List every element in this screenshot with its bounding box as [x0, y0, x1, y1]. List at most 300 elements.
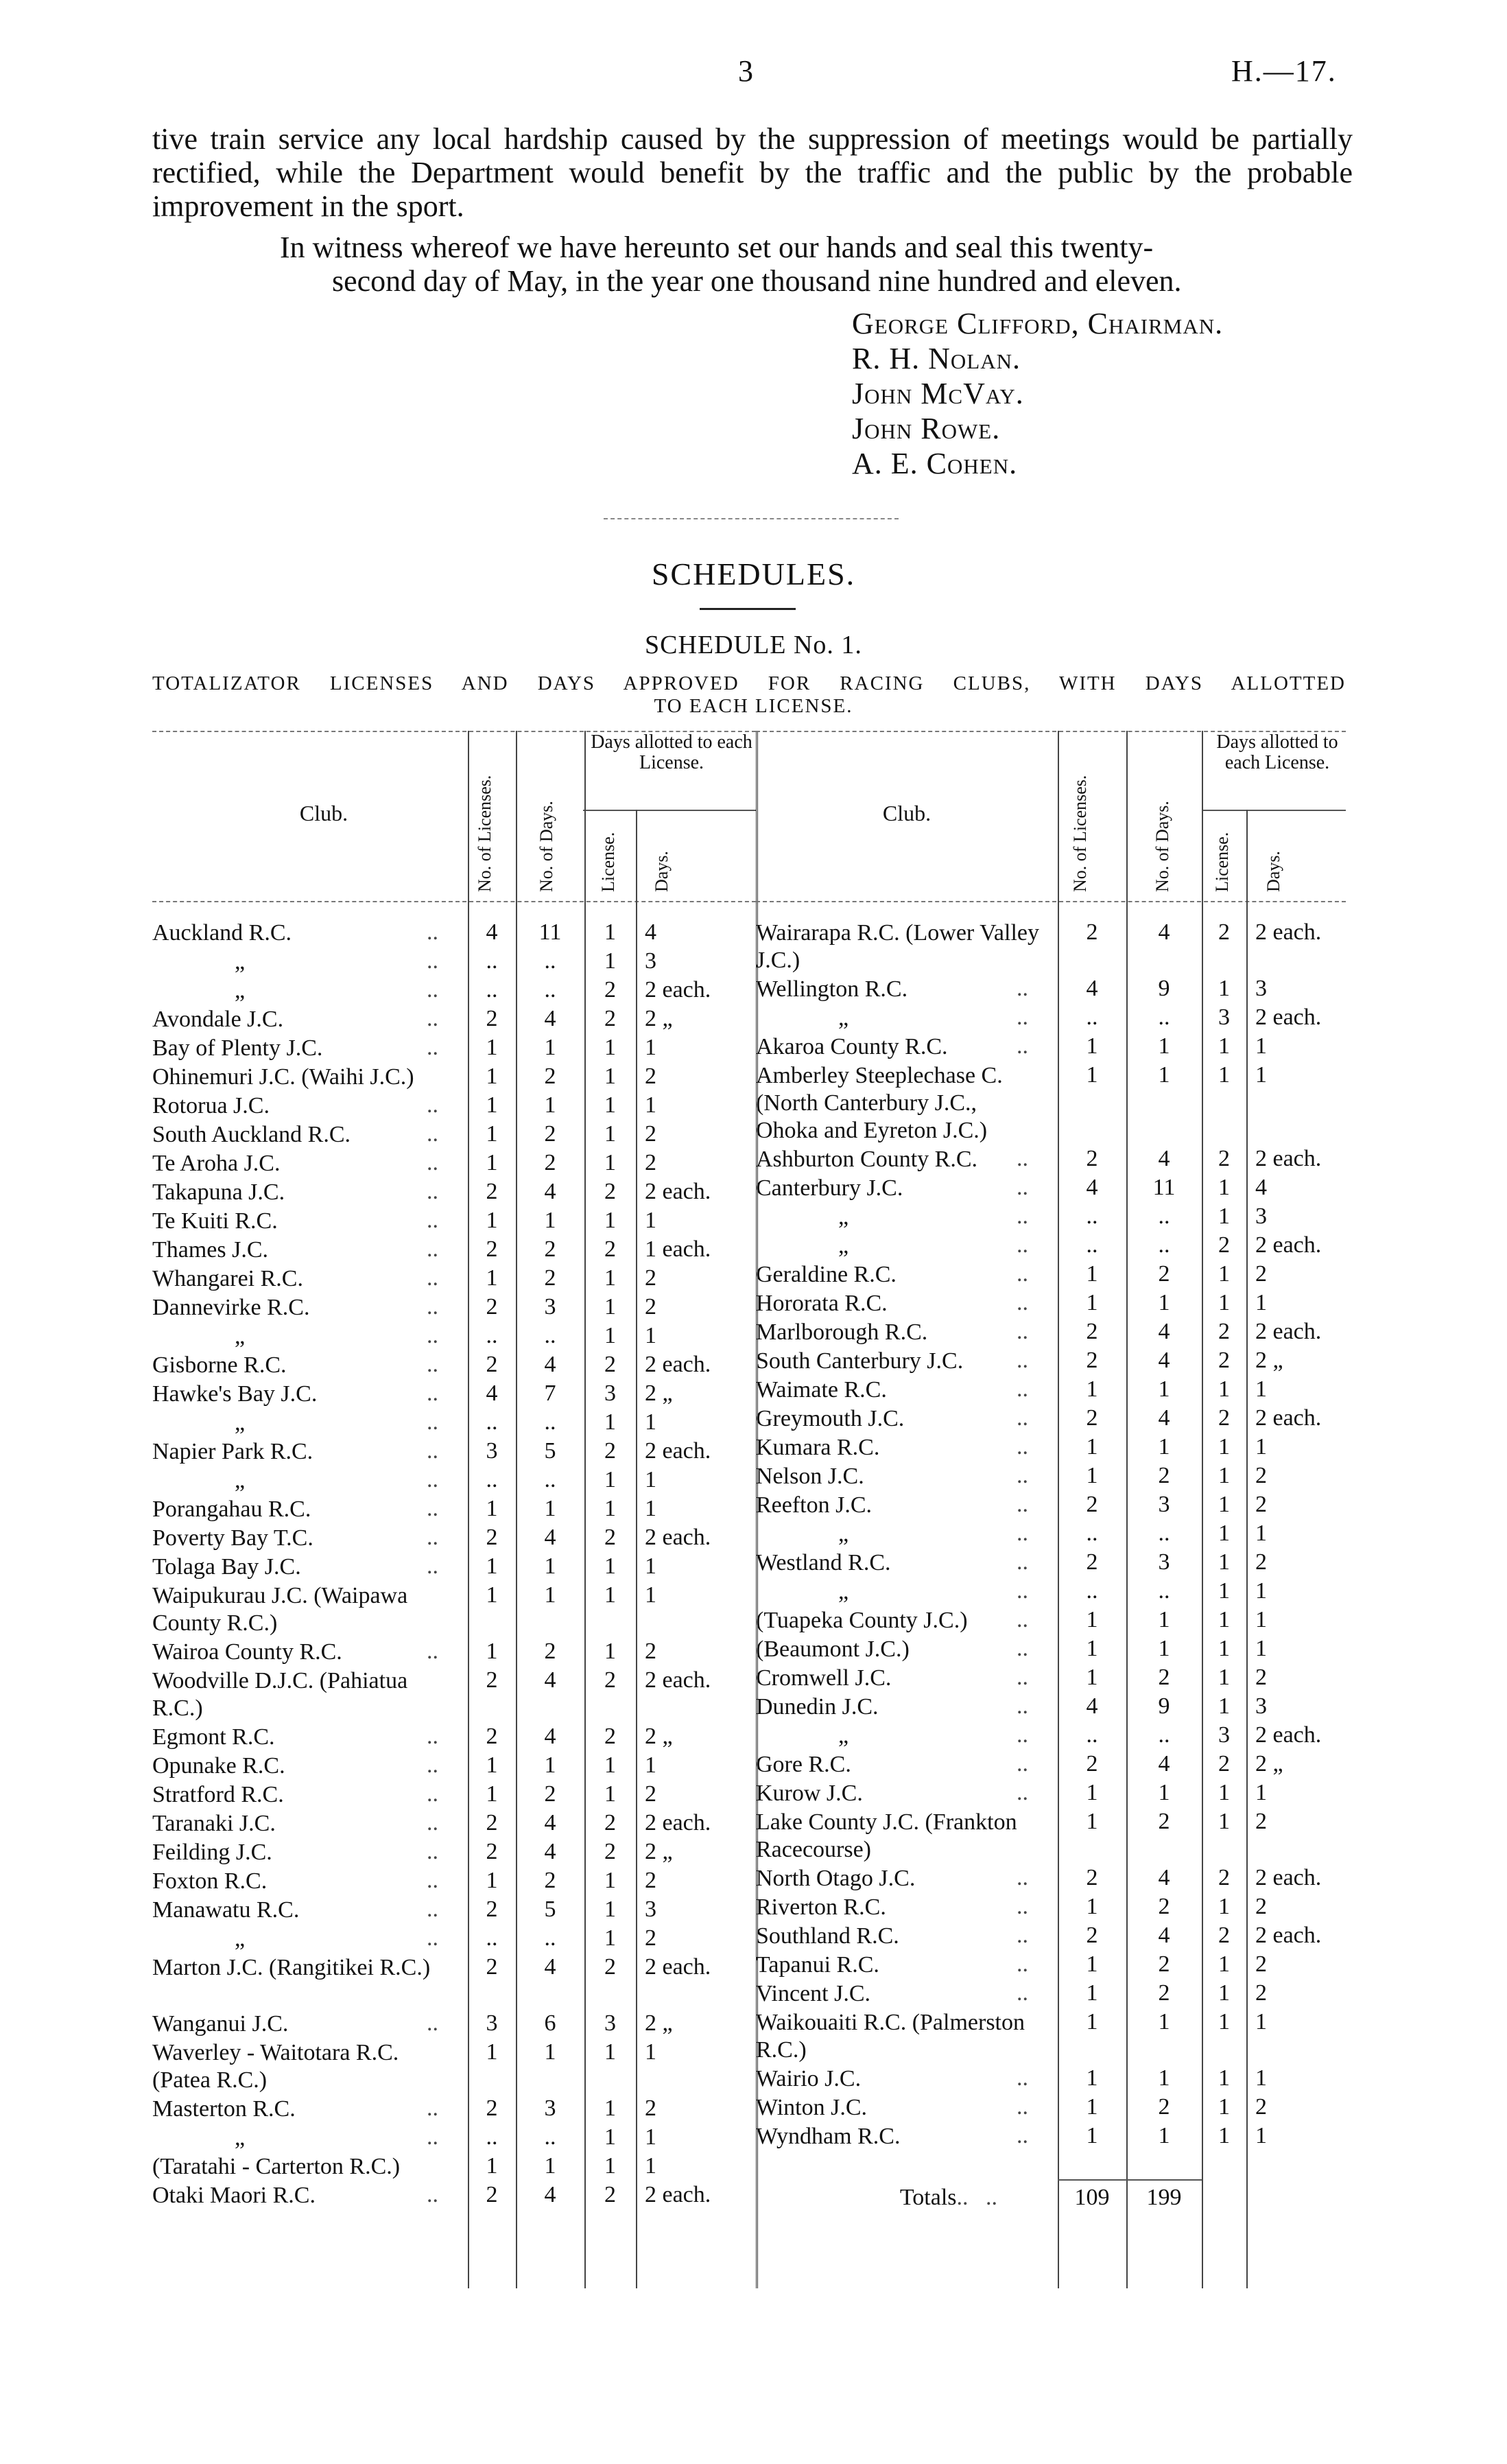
allotted-days-cell: 2 „	[1255, 1751, 1283, 1776]
days-header: No. of Days.	[536, 801, 556, 892]
licenses-cell: 1	[486, 2153, 498, 2179]
license-cell: 1	[1218, 1062, 1230, 1088]
license-cell: 1	[604, 1582, 616, 1608]
allotted-days-cell: 1	[645, 2124, 656, 2150]
licenses-cell: 1	[1086, 2009, 1098, 2034]
leader-dots: ..	[427, 1236, 438, 1262]
club-name: Poverty Bay T.C.	[152, 1525, 313, 1551]
allotted-days-cell: 2 each.	[645, 2182, 711, 2207]
table-row	[756, 1319, 1346, 1346]
signature-block	[852, 306, 1223, 481]
days-cell: 1	[544, 1752, 556, 1778]
leader-dots: ..	[427, 1150, 438, 1175]
table-row	[152, 1925, 756, 1953]
allotted-days-cell: 2 „	[645, 1839, 673, 1864]
license-cell: 1	[604, 1121, 616, 1147]
days-cell: 4	[544, 1839, 556, 1864]
days-cell: ..	[1158, 1204, 1170, 1229]
allotted-days-cell: 1	[1255, 1780, 1267, 1805]
leader-dots: ..	[1017, 1578, 1028, 1604]
licenses-cell: 2	[486, 1179, 498, 1204]
licenses-cell: 1	[486, 1121, 498, 1147]
leader-dots: ..	[1017, 1521, 1028, 1546]
days-cell: 4	[544, 1667, 556, 1693]
club-name: Waimate R.C.	[756, 1377, 887, 1403]
witness-line-1: In witness whereof we have hereunto set our hands and seal this twenty-	[280, 231, 1154, 264]
allotted-days-cell: 1	[1255, 1290, 1267, 1315]
table-row	[152, 1150, 756, 1177]
leader-dots: ..	[1017, 1146, 1028, 1171]
allotted-days-cell: 1	[645, 1035, 656, 1060]
days-subheader: Days.	[1263, 851, 1283, 892]
days-cell: ..	[1158, 1005, 1170, 1030]
days-cell: 4	[544, 2182, 556, 2207]
club-name: „	[838, 1723, 849, 1748]
days-cell: 4	[1158, 1146, 1170, 1171]
license-cell: 1	[1218, 2065, 1230, 2091]
license-cell: 1	[1218, 1175, 1230, 1200]
leader-dots: ..	[427, 1352, 438, 1377]
leader-dots: ..	[427, 1035, 438, 1060]
club-name: Westland R.C.	[756, 1550, 891, 1575]
schedule-table-left	[152, 731, 756, 2309]
allotted-days-cell: 1	[1255, 1636, 1267, 1661]
signature: George Clifford, Chairman.	[852, 307, 1224, 340]
club-name: Ohinemuri J.C. (Waihi J.C.)	[152, 1064, 414, 1090]
license-cell: 1	[604, 1752, 616, 1778]
license-cell: 2	[1218, 1348, 1230, 1373]
license-cell: 2	[604, 1179, 616, 1204]
allotted-days-cell: 2 „	[645, 2010, 673, 2036]
club-name: Wairarapa R.C. (Lower Valley J.C.)	[756, 920, 1039, 973]
club-name: „	[838, 1233, 849, 1258]
licenses-cell: 3	[486, 2010, 498, 2036]
table-row	[756, 1809, 1346, 1864]
license-cell: 1	[1218, 1463, 1230, 1488]
days-cell: 4	[544, 1724, 556, 1749]
licenses-cell: ..	[1086, 1005, 1098, 1030]
allotted-days-cell: 3	[1255, 976, 1267, 1001]
licenses-cell: 1	[486, 1639, 498, 1664]
table-row	[756, 1146, 1346, 1173]
table-row	[152, 1752, 756, 1780]
licenses-cell: ..	[1086, 1578, 1098, 1604]
table-row	[152, 1897, 756, 1924]
club-name: Hawke's Bay J.C.	[152, 1381, 318, 1407]
table-row	[756, 1405, 1346, 1433]
licenses-header: No. of Licenses.	[1070, 775, 1090, 892]
table-row	[152, 1121, 756, 1149]
days-subheader: Days.	[652, 851, 672, 892]
days-cell: 4	[544, 1954, 556, 1980]
leader-dots: ..	[427, 1639, 438, 1664]
club-name: Marlborough R.C.	[756, 1319, 928, 1345]
allotted-days-cell: 4	[645, 919, 656, 945]
schedule-caption-2: TO EACH LICENSE.	[654, 695, 853, 717]
licenses-cell: 2	[1086, 1492, 1098, 1517]
licenses-cell: 1	[1086, 1434, 1098, 1459]
allotted-days-cell: 2	[1255, 1492, 1267, 1517]
leader-dots: ..	[1017, 2094, 1028, 2120]
leader-dots: ..	[1017, 1751, 1028, 1776]
signature: R. H. Nolan.	[852, 342, 1021, 375]
days-cell: ..	[544, 977, 556, 1002]
leader-dots: ..	[1017, 1005, 1028, 1030]
allotted-days-cell: 3	[645, 948, 656, 974]
totals-licenses: 109	[1074, 2185, 1110, 2210]
days-cell: 2	[1158, 1894, 1170, 1919]
leader-dots: ..	[1017, 976, 1028, 1001]
allotted-days-cell: 2	[645, 1064, 656, 1089]
club-name: „	[838, 1005, 849, 1031]
licenses-cell: 1	[1086, 1636, 1098, 1661]
licenses-cell: 1	[486, 1781, 498, 1807]
allotted-header: Days allotted to each License.	[1216, 731, 1338, 773]
licenses-cell: 2	[486, 1352, 498, 1377]
licenses-cell: ..	[486, 977, 498, 1002]
allotted-days-cell: 2	[1255, 2094, 1267, 2120]
club-name: Southland R.C.	[756, 1923, 899, 1949]
table-row	[756, 2009, 1346, 2064]
table-row	[756, 1290, 1346, 1317]
days-cell: ..	[1158, 1578, 1170, 1604]
license-cell: 3	[604, 2010, 616, 2036]
allotted-days-cell: 2 „	[645, 1381, 673, 1406]
leader-dots: ..	[1017, 1232, 1028, 1258]
intro-paragraph: tive train service any local hardship caused by the suppression of meetings would be partially rectified, while the Department would benefit by the traffic and the public by the probable improvement in the sport.	[152, 122, 1353, 223]
days-cell: 4	[1158, 1319, 1170, 1344]
allotted-days-cell: 2	[1255, 1463, 1267, 1488]
days-cell: 2	[544, 1639, 556, 1664]
allotted-days-cell: 3	[1255, 1204, 1267, 1229]
club-name: Ashburton County R.C.	[756, 1147, 978, 1172]
club-name: Nelson J.C.	[756, 1464, 864, 1489]
table-row	[756, 1204, 1346, 1231]
licenses-cell: 2	[486, 1667, 498, 1693]
leader-dots: ..	[427, 1525, 438, 1550]
club-name: Egmont R.C.	[152, 1724, 275, 1750]
table-row	[756, 1780, 1346, 1807]
schedule-subtitle: SCHEDULE No. 1.	[645, 631, 862, 659]
leader-dots: ..	[1017, 1405, 1028, 1431]
leader-dots: ..	[1017, 1549, 1028, 1575]
club-name: Cromwell J.C.	[756, 1665, 892, 1691]
leader-dots: ..	[427, 1381, 438, 1406]
leader-dots: ..	[427, 1752, 438, 1778]
days-header: No. of Days.	[1152, 801, 1172, 892]
club-name: Winton J.C.	[756, 2095, 868, 2120]
leader-dots: ..	[1017, 1636, 1028, 1661]
days-cell: 2	[544, 1265, 556, 1291]
license-cell: 2	[604, 1724, 616, 1749]
leader-dots: ..	[427, 948, 438, 974]
allotted-days-cell: 2	[1255, 1894, 1267, 1919]
club-header: Club.	[299, 801, 348, 825]
table-row	[152, 1438, 756, 1466]
leader-dots: ..	[1017, 2065, 1028, 2091]
licenses-cell: 1	[1086, 1894, 1098, 1919]
table-row	[152, 1236, 756, 1264]
club-name: Taranaki J.C.	[152, 1811, 276, 1836]
club-name: Canterbury J.C.	[756, 1175, 903, 1201]
allotted-days-cell: 3	[645, 1897, 656, 1922]
title-rule	[700, 608, 796, 610]
days-cell: 2	[1158, 1809, 1170, 1834]
club-name: „	[235, 2125, 246, 2150]
page-header	[0, 54, 1507, 95]
licenses-cell: 4	[486, 1381, 498, 1406]
table-row	[756, 1636, 1346, 1663]
days-cell: 2	[544, 1236, 556, 1262]
allotted-days-cell: 2 each.	[1255, 1232, 1322, 1258]
allotted-days-cell: 2	[1255, 1665, 1267, 1690]
licenses-cell: ..	[1086, 1521, 1098, 1546]
leader-dots: ..	[427, 1092, 438, 1118]
license-cell: 1	[604, 1409, 616, 1435]
days-cell: 1	[1158, 1636, 1170, 1661]
club-name: Waikouaiti R.C. (Palmerston R.C.)	[756, 2010, 1025, 2063]
days-cell: ..	[544, 1323, 556, 1348]
leader-dots: ..	[427, 1781, 438, 1807]
table-row	[756, 1578, 1346, 1606]
leader-dots: ..	[427, 1810, 438, 1835]
days-cell: 3	[544, 1294, 556, 1319]
allotted-days-cell: 2	[645, 2096, 656, 2121]
allotted-days-cell: 1	[1255, 1607, 1267, 1632]
club-name: Dannevirke R.C.	[152, 1295, 310, 1320]
leader-dots: ..	[427, 919, 438, 945]
licenses-cell: 1	[1086, 1033, 1098, 1059]
table-row	[756, 1463, 1346, 1490]
document-reference: H.—17.	[1231, 54, 1337, 88]
club-name: „	[235, 1410, 246, 1435]
allotted-days-cell: 2 each.	[645, 977, 711, 1002]
allotted-days-cell: 1	[1255, 2009, 1267, 2034]
table-row	[152, 1467, 756, 1494]
club-name: Kumara R.C.	[756, 1435, 880, 1460]
licenses-cell: 2	[486, 1724, 498, 1749]
licenses-cell: 2	[486, 1006, 498, 1031]
days-cell: 1	[544, 1496, 556, 1521]
license-cell: 1	[1218, 1980, 1230, 2006]
license-cell: 1	[604, 919, 616, 945]
allotted-days-cell: 2 each.	[645, 1810, 711, 1835]
license-cell: 2	[1218, 1865, 1230, 1890]
header-bottom-rule	[756, 901, 1346, 902]
table-row	[756, 1492, 1346, 1519]
leader-dots: ..	[1017, 1951, 1028, 1977]
club-name: Avondale J.C.	[152, 1007, 284, 1032]
license-cell: 2	[1218, 919, 1230, 945]
license-cell: 1	[604, 1208, 616, 1233]
leader-dots: ..	[1017, 1607, 1028, 1632]
days-cell: 1	[1158, 1434, 1170, 1459]
days-cell: 3	[1158, 1492, 1170, 1517]
club-name: „	[235, 978, 246, 1003]
club-name: „	[235, 949, 246, 974]
days-cell: 6	[544, 2010, 556, 2036]
days-cell: 5	[544, 1438, 556, 1464]
days-cell: 4	[544, 1006, 556, 1031]
allotted-header: Days allotted to each License.	[591, 731, 752, 773]
leader-dots: ..	[1017, 1923, 1028, 1948]
allotted-days-cell: 1	[645, 1323, 656, 1348]
allotted-days-cell: 2	[1255, 1809, 1267, 1834]
days-cell: 1	[544, 1092, 556, 1118]
leader-dots: ..	[1017, 2123, 1028, 2148]
licenses-cell: 2	[1086, 1348, 1098, 1373]
license-cell: 2	[604, 1236, 616, 1262]
license-cell: 2	[604, 1667, 616, 1693]
leader-dots: ..	[1017, 1492, 1028, 1517]
club-name: Te Aroha J.C.	[152, 1151, 281, 1176]
days-cell: 4	[1158, 1865, 1170, 1890]
license-cell: 1	[604, 1064, 616, 1089]
licenses-cell: ..	[1086, 1204, 1098, 1229]
allotted-days-cell: 2 each.	[645, 1179, 711, 1204]
license-cell: 1	[1218, 2123, 1230, 2148]
club-name: Rotorua J.C.	[152, 1093, 270, 1118]
days-cell: 1	[544, 1035, 556, 1060]
leader-dots: ..	[427, 2096, 438, 2121]
club-name: „	[235, 1926, 246, 1951]
table-row	[152, 1323, 756, 1350]
license-cell: 1	[1218, 1894, 1230, 1919]
club-name: Geraldine R.C.	[756, 1262, 897, 1287]
table-row	[756, 976, 1346, 1003]
license-cell: 2	[1218, 1405, 1230, 1431]
club-name: Lake County J.C. (Frankton Racecourse)	[756, 1809, 1017, 1862]
club-name: Kurow J.C.	[756, 1781, 863, 1806]
club-name: Waipukurau J.C. (Waipawa County R.C.)	[152, 1583, 408, 1636]
licenses-cell: 1	[486, 2039, 498, 2065]
allotted-days-cell: 2 each.	[1255, 1405, 1322, 1431]
allotted-days-cell: 2 each.	[645, 1667, 711, 1693]
allotted-days-cell: 2 each.	[645, 1954, 711, 1980]
licenses-cell: ..	[486, 1467, 498, 1492]
table-row	[152, 1064, 756, 1091]
table-row	[152, 1265, 756, 1293]
leader-dots: ..	[427, 1409, 438, 1435]
allotted-days-cell: 2	[1255, 1549, 1267, 1575]
license-cell: 2	[604, 977, 616, 1002]
allotted-days-cell: 2 each.	[645, 1525, 711, 1550]
table-row	[152, 1781, 756, 1809]
license-cell: 2	[1218, 1751, 1230, 1776]
leader-dots: ..	[1017, 1865, 1028, 1890]
days-cell: 2	[544, 1868, 556, 1893]
licenses-cell: 2	[1086, 1405, 1098, 1431]
table-row	[152, 1352, 756, 1379]
license-cell: 1	[1218, 1665, 1230, 1690]
licenses-cell: 1	[1086, 1980, 1098, 2006]
club-name: Wanganui J.C.	[152, 2011, 289, 2037]
leader-dots: ..	[1017, 1722, 1028, 1748]
allotted-days-cell: 2	[1255, 1951, 1267, 1977]
license-cell: 1	[604, 1553, 616, 1579]
club-name: Auckland R.C.	[152, 920, 292, 946]
license-cell: 1	[604, 2096, 616, 2121]
allotted-days-cell: 1	[645, 1208, 656, 1233]
table-row	[756, 1980, 1346, 2008]
club-name: „	[838, 1204, 849, 1230]
table-row	[756, 1722, 1346, 1750]
days-cell: 2	[1158, 1463, 1170, 1488]
table-row	[756, 1951, 1346, 1979]
club-name: Greymouth J.C.	[756, 1406, 905, 1431]
leader-dots: ..	[427, 1006, 438, 1031]
days-cell: ..	[1158, 1232, 1170, 1258]
leader-dots: ..	[1017, 1033, 1028, 1059]
leader-dots: ..	[427, 2182, 438, 2207]
allotted-days-cell: 2	[645, 1781, 656, 1807]
leader-dots: ..	[1017, 1693, 1028, 1719]
license-cell: 1	[604, 2153, 616, 2179]
licenses-cell: 1	[486, 1064, 498, 1089]
table-row	[152, 1868, 756, 1895]
club-name: Porangahau R.C.	[152, 1497, 311, 1522]
license-cell: 1	[604, 1294, 616, 1319]
club-name: South Auckland R.C.	[152, 1122, 351, 1147]
licenses-cell: 2	[486, 1525, 498, 1550]
club-name: Waverley - Waitotara R.C. (Patea R.C.)	[152, 2040, 399, 2093]
leader-dots: ..	[1017, 1376, 1028, 1402]
days-cell: 1	[1158, 1607, 1170, 1632]
club-name: Dunedin J.C.	[756, 1694, 879, 1720]
days-cell: 9	[1158, 976, 1170, 1001]
leader-dots: ..	[1017, 1261, 1028, 1287]
club-name: „	[235, 1468, 246, 1493]
allotted-days-cell: 1	[1255, 1434, 1267, 1459]
allotted-rule	[583, 810, 756, 811]
license-cell: 2	[604, 1006, 616, 1031]
table-row	[756, 2123, 1346, 2150]
club-name: Bay of Plenty J.C.	[152, 1035, 323, 1061]
table-row	[756, 1376, 1346, 1404]
licenses-cell: 2	[1086, 1319, 1098, 1344]
license-cell: 1	[1218, 976, 1230, 1001]
club-name: Vincent J.C.	[756, 1981, 870, 2006]
license-cell: 1	[604, 1150, 616, 1175]
licenses-cell: ..	[1086, 1232, 1098, 1258]
license-cell: 2	[604, 1352, 616, 1377]
license-cell: 3	[1218, 1722, 1230, 1748]
club-name: Te Kuiti R.C.	[152, 1208, 278, 1234]
days-cell: 1	[1158, 2123, 1170, 2148]
license-cell: 1	[1218, 2009, 1230, 2034]
club-name: Thames J.C.	[152, 1237, 269, 1263]
allotted-days-cell: 1 each.	[645, 1236, 711, 1262]
licenses-cell: 3	[486, 1438, 498, 1464]
licenses-cell: 2	[486, 1236, 498, 1262]
days-cell: ..	[544, 948, 556, 974]
table-row	[152, 948, 756, 976]
licenses-cell: 1	[1086, 1261, 1098, 1287]
allotted-days-cell: 1	[645, 2039, 656, 2065]
leader-dots: ..	[427, 1179, 438, 1204]
allotted-days-cell: 1	[1255, 1062, 1267, 1088]
license-cell: 2	[1218, 1923, 1230, 1948]
schedules-title: SCHEDULES.	[651, 556, 856, 591]
license-cell: 1	[1218, 1578, 1230, 1604]
club-name: Woodville D.J.C. (Pahiatua R.C.)	[152, 1668, 408, 1721]
allotted-days-cell: 1	[1255, 1578, 1267, 1604]
license-cell: 1	[604, 2039, 616, 2065]
licenses-cell: 2	[486, 1294, 498, 1319]
days-cell: 1	[544, 1208, 556, 1233]
licenses-cell: 1	[1086, 1607, 1098, 1632]
table-row	[152, 1409, 756, 1437]
